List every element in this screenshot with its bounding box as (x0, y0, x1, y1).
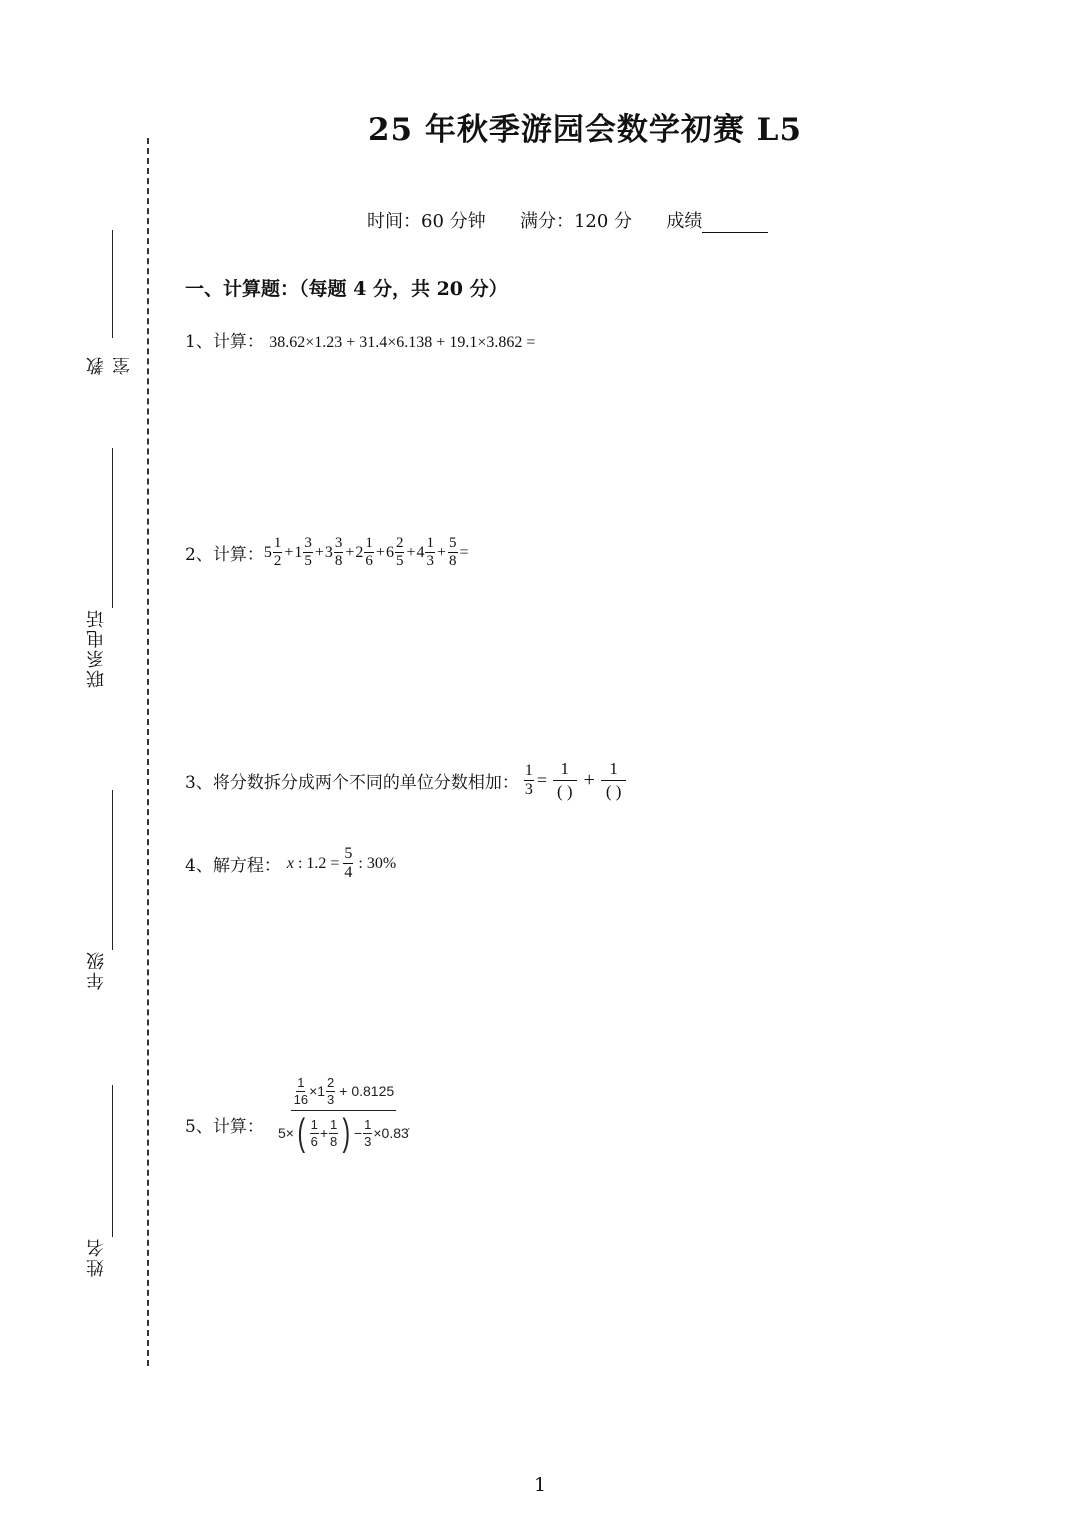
question-3-lhs-fraction: $\frac{1}{3}$ (524, 761, 533, 799)
mixed-number (416, 535, 436, 571)
phone-field[interactable] (84, 448, 118, 688)
whole-part: 2 (355, 543, 364, 561)
plus-operator: + (314, 543, 324, 561)
question-5 (185, 1112, 264, 1137)
question-1-expression: 38.62×1.23 + 31.4×6.138 + 19.1×3.862 = (269, 334, 536, 351)
phone-label: 联系电话 (86, 608, 107, 688)
name-field[interactable] (84, 1085, 118, 1280)
score-label: 满分：120 分 (519, 211, 633, 232)
plus-operator: + (345, 543, 355, 561)
section-heading: 一、计算题：（每题 4 分，共 20 分） (185, 278, 508, 300)
plus-operator: + (436, 543, 447, 561)
binding-dashed-line (147, 138, 149, 1366)
question-4-label: 4、解方程： (185, 856, 281, 877)
question-2-label: 2、计算： (185, 545, 264, 566)
whole-part: 3 (324, 543, 333, 561)
fraction: $\frac{5}{8}$ (449, 535, 457, 570)
fraction: $\frac{2}{5}$ (395, 535, 404, 570)
mixed-number (294, 535, 314, 571)
whole-part: 4 (416, 543, 425, 561)
fraction: $\frac{3}{8}$ (334, 535, 343, 570)
whole-part: 5 (263, 543, 272, 561)
mixed-number (386, 535, 406, 571)
question-2 (185, 535, 470, 571)
answer-fraction-1[interactable]: $\frac{1}{( )}$ (549, 758, 581, 803)
name-line (112, 1085, 113, 1237)
page-number: 1 (533, 1474, 547, 1496)
answer-fraction-2[interactable]: $\frac{1}{( )}$ (598, 758, 630, 803)
whole-part: 6 (385, 543, 394, 561)
question-5-label: 5、计算： (185, 1117, 264, 1137)
page-title: 25 年秋季游园会数学初赛 L5 (367, 112, 803, 148)
fraction: $\frac{1}{3}$ (426, 535, 434, 570)
question-3-label: 3、将分数拆分成两个不同的单位分数相加： (185, 773, 519, 794)
classroom-field[interactable] (84, 230, 133, 375)
mixed-number (325, 535, 345, 571)
question-5-expression: $\frac{1}{16}$ ×1 $\frac{2}{3}$ + 0.8125 5× ( $\frac{1}{6}$ + $\frac{1}{8}$ ) − $\frac{1}{3}$ ×0.83̇ (278, 1075, 409, 1155)
fraction: $\frac{1}{6}$ (365, 535, 373, 570)
mixed-number (355, 535, 375, 571)
classroom-line (112, 230, 113, 338)
plus-operator: + (284, 543, 294, 561)
question-1 (185, 327, 535, 352)
grade-field[interactable] (84, 790, 118, 990)
mixed-number (447, 535, 459, 571)
grade-line (112, 790, 113, 950)
phone-line (112, 448, 113, 608)
mixed-number (264, 535, 284, 571)
fraction: $\frac{1}{2}$ (273, 535, 282, 570)
name-label: 姓名 (86, 1237, 107, 1277)
whole-part: 1 (294, 543, 303, 561)
result-label: 成绩 (666, 211, 703, 232)
plus-operator: + (406, 543, 416, 561)
grade-label: 年级 (86, 950, 107, 990)
exam-meta (367, 207, 768, 233)
result-blank[interactable] (702, 214, 768, 233)
question-4 (185, 845, 396, 883)
time-label: 时间：60 分钟 (367, 211, 486, 232)
classroom-label: 教室 (86, 355, 133, 375)
equals-sign: = (459, 543, 469, 561)
question-1-label: 1、计算： (185, 332, 264, 352)
question-2-expression (264, 535, 470, 571)
plus-operator: + (375, 543, 385, 561)
fraction: $\frac{3}{5}$ (304, 535, 312, 570)
question-3: 3、将分数拆分成两个不同的单位分数相加： $\frac{1}{3}$ = $\frac{1}{( )}$ + $\frac{1}{( )}$ (185, 758, 629, 803)
question-4-equation: x : 1.2 = $\frac{5}{4}$ : 30% (286, 845, 397, 882)
